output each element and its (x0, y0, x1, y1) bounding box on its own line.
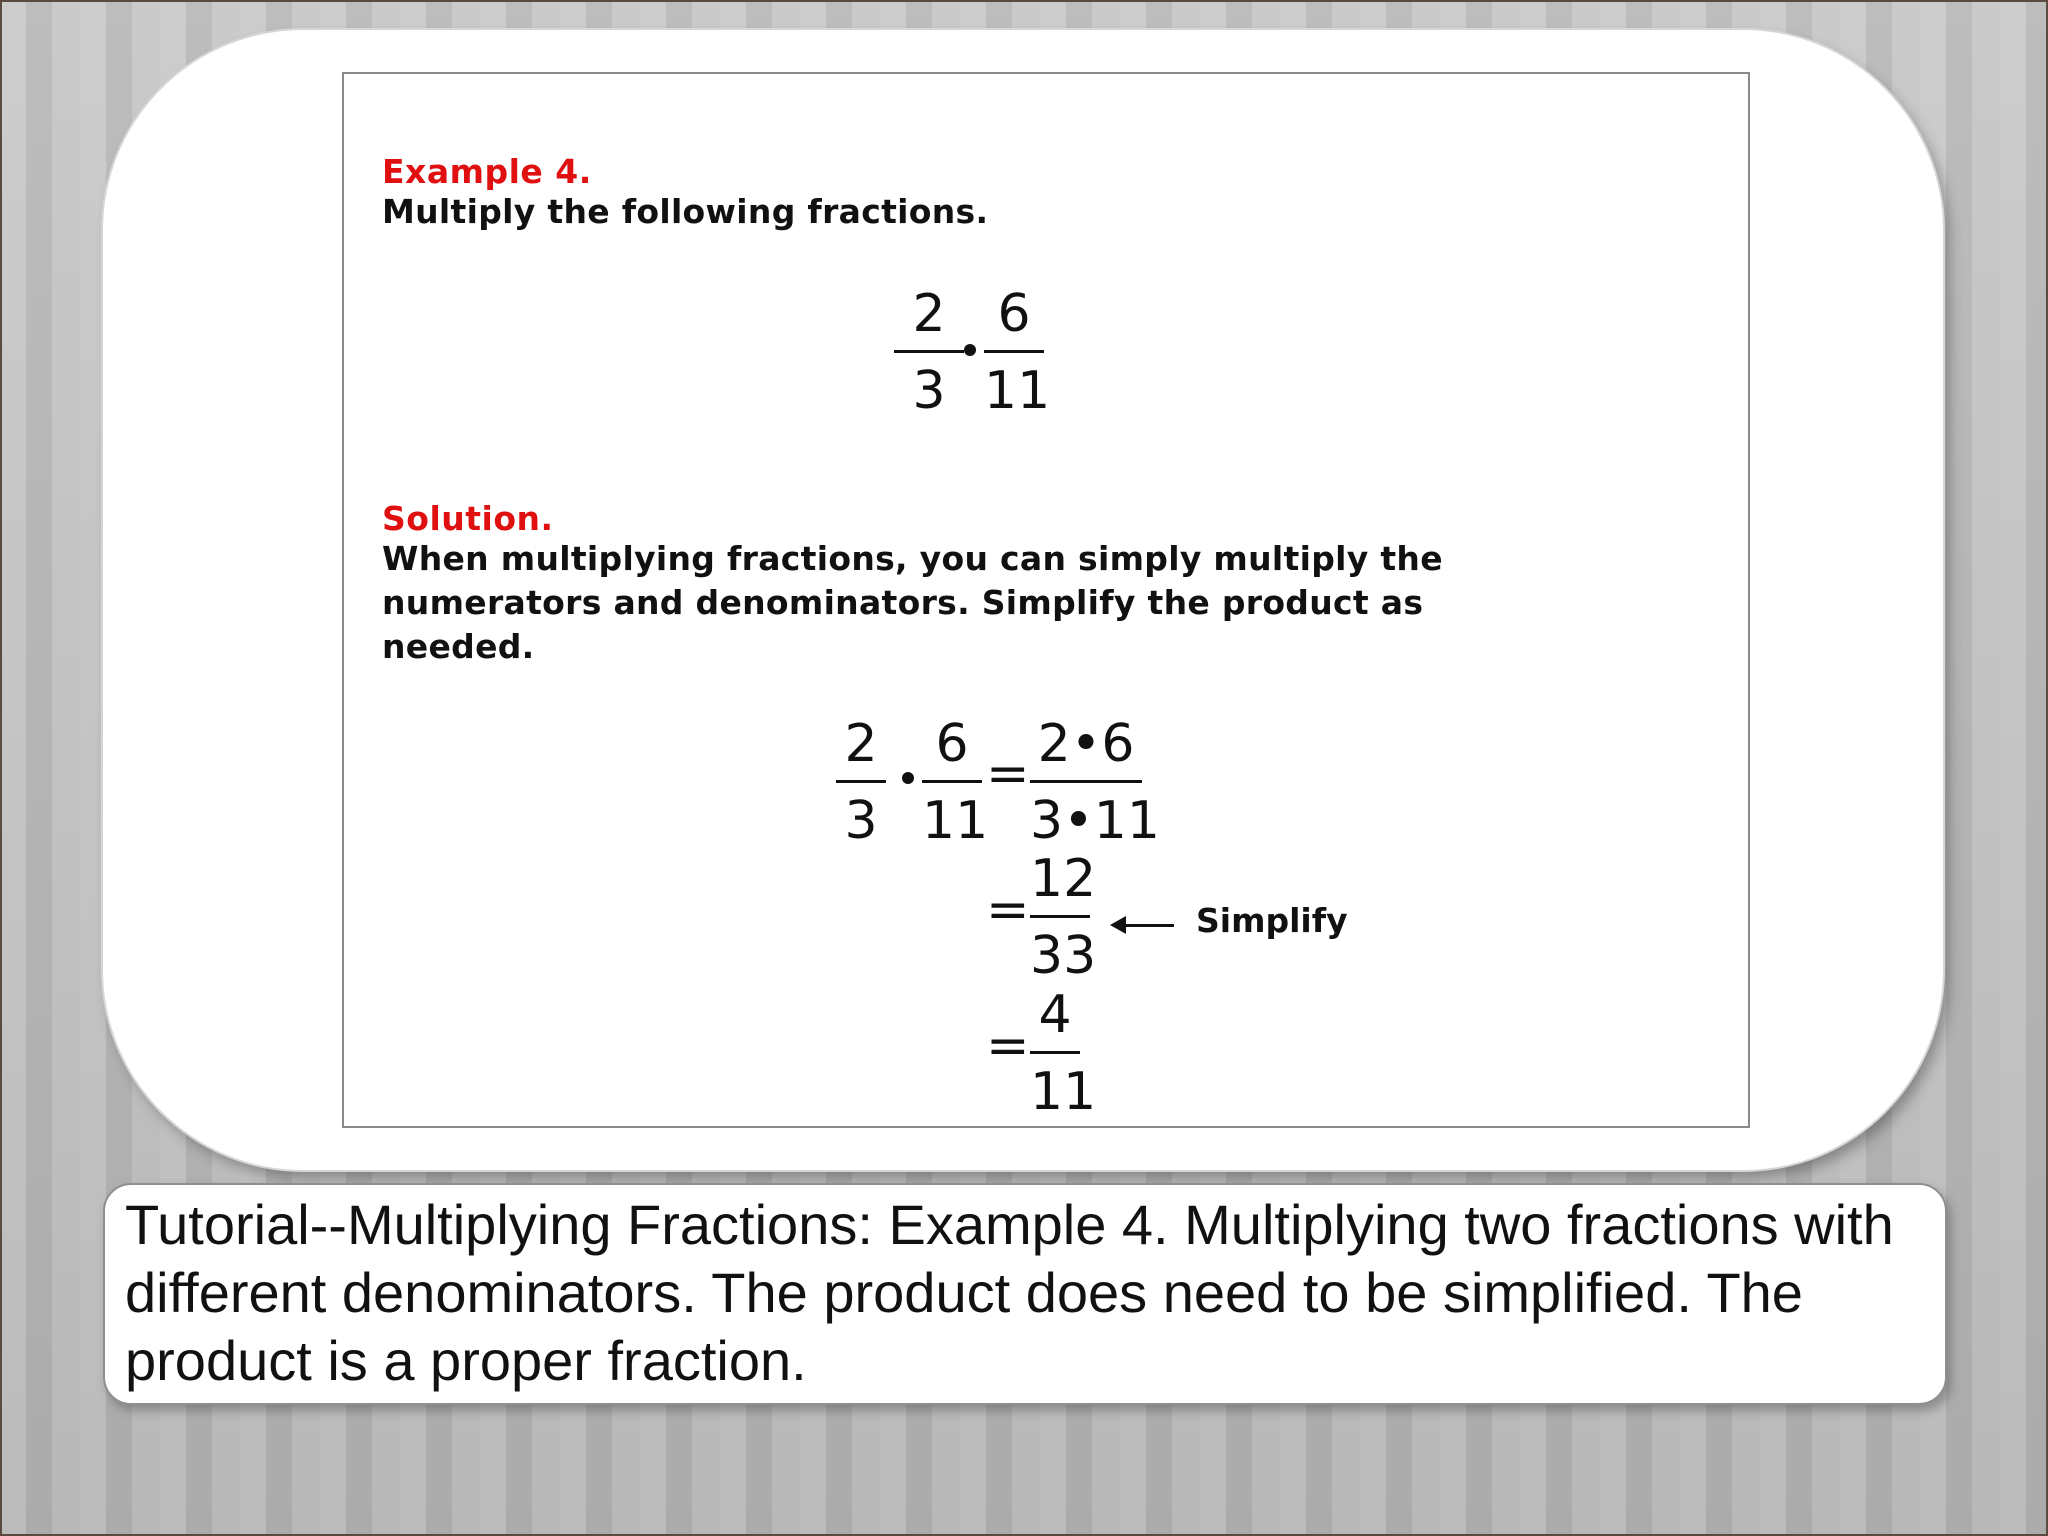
work-final-fraction (1030, 985, 1097, 1122)
caption-text: Tutorial--Multiplying Fractions: Example 4. Multiplying two fractions with different denominators. The product does need to be simplified. The product is a proper fraction. (125, 1193, 1894, 1392)
equals-sign: = (986, 1016, 1030, 1076)
work-product-fraction (1030, 714, 1160, 851)
numerator: 2 (912, 284, 946, 344)
solution-line-3: needed. (382, 627, 535, 666)
problem-fraction-a (894, 284, 964, 421)
denominator: 11 (984, 361, 1051, 421)
problem-fraction-b (984, 284, 1051, 421)
instruction-text: Multiply the following fractions. (382, 192, 989, 231)
fraction-bar (894, 350, 964, 353)
fraction-bar (1030, 915, 1090, 918)
denominator: 3 (844, 791, 878, 851)
fraction-bar (1030, 1051, 1080, 1054)
caption-box (103, 1183, 1947, 1405)
fraction-bar (984, 350, 1044, 353)
equals-sign: = (986, 744, 1030, 804)
numerator: 6 (935, 714, 969, 774)
denominator: 3•11 (1030, 791, 1160, 851)
numerator: 2•6 (1037, 714, 1135, 774)
example-heading: Example 4. (382, 152, 592, 191)
arrow-left-icon (1114, 924, 1174, 927)
solution-heading: Solution. (382, 499, 554, 538)
fraction-bar (1030, 780, 1142, 783)
work-fraction-a (836, 714, 886, 851)
solution-line-2: numerators and denominators. Simplify the product as (382, 583, 1424, 622)
fraction-bar (922, 780, 982, 783)
fraction-bar (836, 780, 886, 783)
solution-line-1: When multiplying fractions, you can simply multiply the (382, 539, 1443, 578)
slide-panel (342, 72, 1750, 1128)
denominator: 11 (1030, 1062, 1097, 1122)
simplify-label: Simplify (1196, 901, 1348, 940)
equals-sign: = (986, 880, 1030, 940)
denominator: 11 (922, 791, 989, 851)
numerator: 12 (1030, 849, 1097, 909)
denominator: 33 (1030, 926, 1097, 986)
numerator: 6 (997, 284, 1031, 344)
numerator: 4 (1038, 985, 1072, 1045)
numerator: 2 (844, 714, 878, 774)
denominator: 3 (912, 361, 946, 421)
multiply-dot-icon (902, 772, 914, 784)
work-result-fraction (1030, 849, 1097, 986)
work-fraction-b (922, 714, 989, 851)
multiply-dot-icon (964, 344, 976, 356)
